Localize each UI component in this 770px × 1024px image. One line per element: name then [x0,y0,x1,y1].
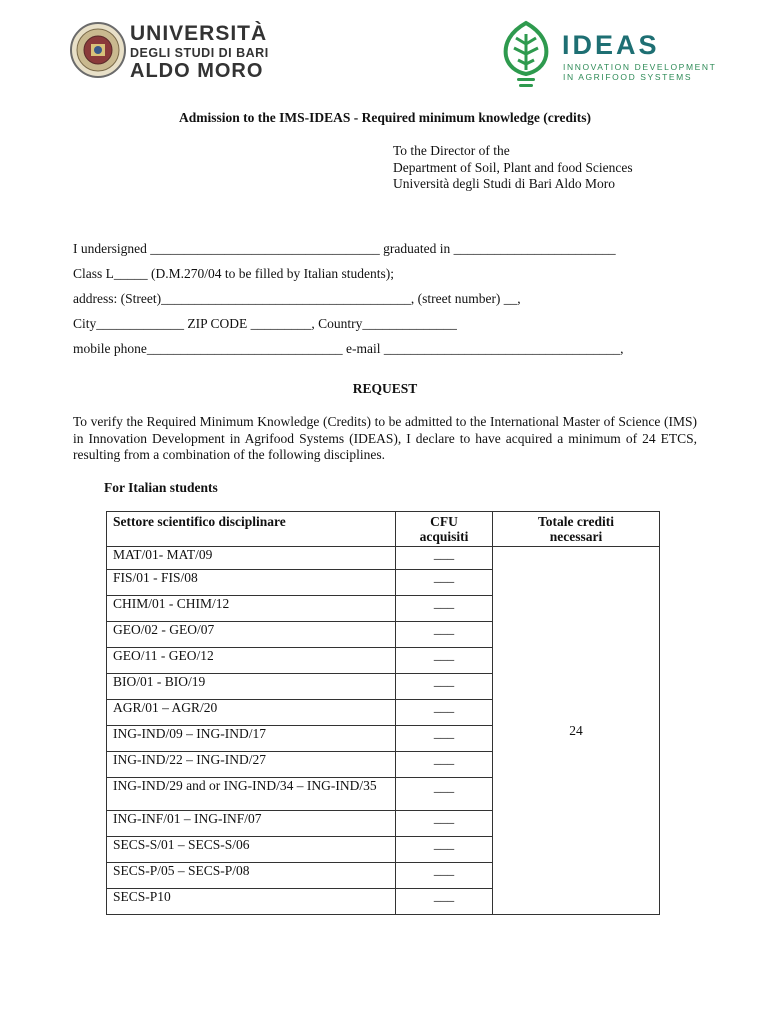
request-heading: REQUEST [352,381,418,396]
addressee-line-2: Department of Soil, Plant and food Sciences [393,159,633,175]
credits-table [106,511,660,915]
cfu-input[interactable]: ___ [396,622,493,648]
cfu-input[interactable]: ___ [396,837,493,863]
sector-cell: ING-IND/22 – ING-IND/27 [107,752,396,778]
cfu-input[interactable]: ___ [396,811,493,837]
header-cfu-label: CFU acquisiti [419,514,469,544]
cfu-input[interactable]: ___ [396,726,493,752]
header-sector: Settore scientifico disciplinare [107,512,396,547]
form-line-class[interactable]: Class L_____ (D.M.270/04 to be filled by Italian students); [73,266,394,281]
cfu-input[interactable]: ___ [396,778,493,811]
sector-cell: SECS-S/01 – SECS-S/06 [107,837,396,863]
ideas-tagline [563,62,716,82]
cfu-input[interactable]: ___ [396,648,493,674]
form-line-address[interactable]: address: (Street)_____________________________________, (street number) __, [73,291,521,306]
cfu-input[interactable]: ___ [396,752,493,778]
ideas-tagline-2: IN AGRIFOOD SYSTEMS [563,72,693,82]
form-line-city[interactable]: City_____________ ZIP CODE _________, Country______________ [73,316,457,331]
sector-cell: FIS/01 - FIS/08 [107,570,396,596]
table-header-row [107,512,660,547]
italian-section-title: For Italian students [104,480,218,495]
university-name [130,22,269,83]
form-line-contact[interactable]: mobile phone_____________________________ e-mail ___________________________________, [73,341,624,356]
cfu-input[interactable]: ___ [396,889,493,915]
university-line-2: DEGLI STUDI DI BARI [130,46,269,60]
university-line-1: UNIVERSITÀ [130,22,268,45]
form-line-name[interactable]: I undersigned __________________________________ graduated in ________________________ [73,241,616,256]
cfu-input[interactable]: ___ [396,863,493,889]
sector-cell: ING-IND/09 – ING-IND/17 [107,726,396,752]
document-title: Admission to the IMS-IDEAS - Required minimum knowledge (credits) [178,110,592,125]
leaf-bulb-icon [500,20,552,92]
cfu-input[interactable]: ___ [396,547,493,570]
sector-cell: ING-IND/29 and or ING-IND/34 – ING-IND/35 [107,778,396,811]
header-total-label: Totale crediti necessari [537,514,615,544]
cfu-input[interactable]: ___ [396,700,493,726]
request-paragraph: To verify the Required Minimum Knowledge (Credits) to be admitted to the International Master of Science (IMS) in Innovation Development in Agrifood Systems (IDEAS), I declare to have acquired a minimum of 24 ETCS, resulting from a combination of the following disciplines. [73,414,697,462]
cfu-input[interactable]: ___ [396,674,493,700]
sector-cell: AGR/01 – AGR/20 [107,700,396,726]
table-row [107,547,660,570]
sector-cell: BIO/01 - BIO/19 [107,674,396,700]
sector-cell: SECS-P10 [107,889,396,915]
sector-cell: GEO/11 - GEO/12 [107,648,396,674]
university-line-3: ALDO MORO [130,60,264,82]
cfu-input[interactable]: ___ [396,596,493,622]
addressee-block [393,143,633,193]
total-credits-cell: 24 [493,547,660,915]
header-total [493,512,660,547]
addressee-line-1: To the Director of the [393,143,510,158]
cfu-input[interactable]: ___ [396,570,493,596]
ideas-logo-text: IDEAS [562,30,660,60]
university-seal-icon [70,22,126,78]
sector-cell: SECS-P/05 – SECS-P/08 [107,863,396,889]
header-cfu [396,512,493,547]
ideas-tagline-1: INNOVATION DEVELOPMENT [563,62,717,72]
sector-cell: MAT/01- MAT/09 [107,547,396,570]
sector-cell: ING-INF/01 – ING-INF/07 [107,811,396,837]
sector-cell: CHIM/01 - CHIM/12 [107,596,396,622]
addressee-line-3: Università degli Studi di Bari Aldo Moro [393,176,615,191]
sector-cell: GEO/02 - GEO/07 [107,622,396,648]
